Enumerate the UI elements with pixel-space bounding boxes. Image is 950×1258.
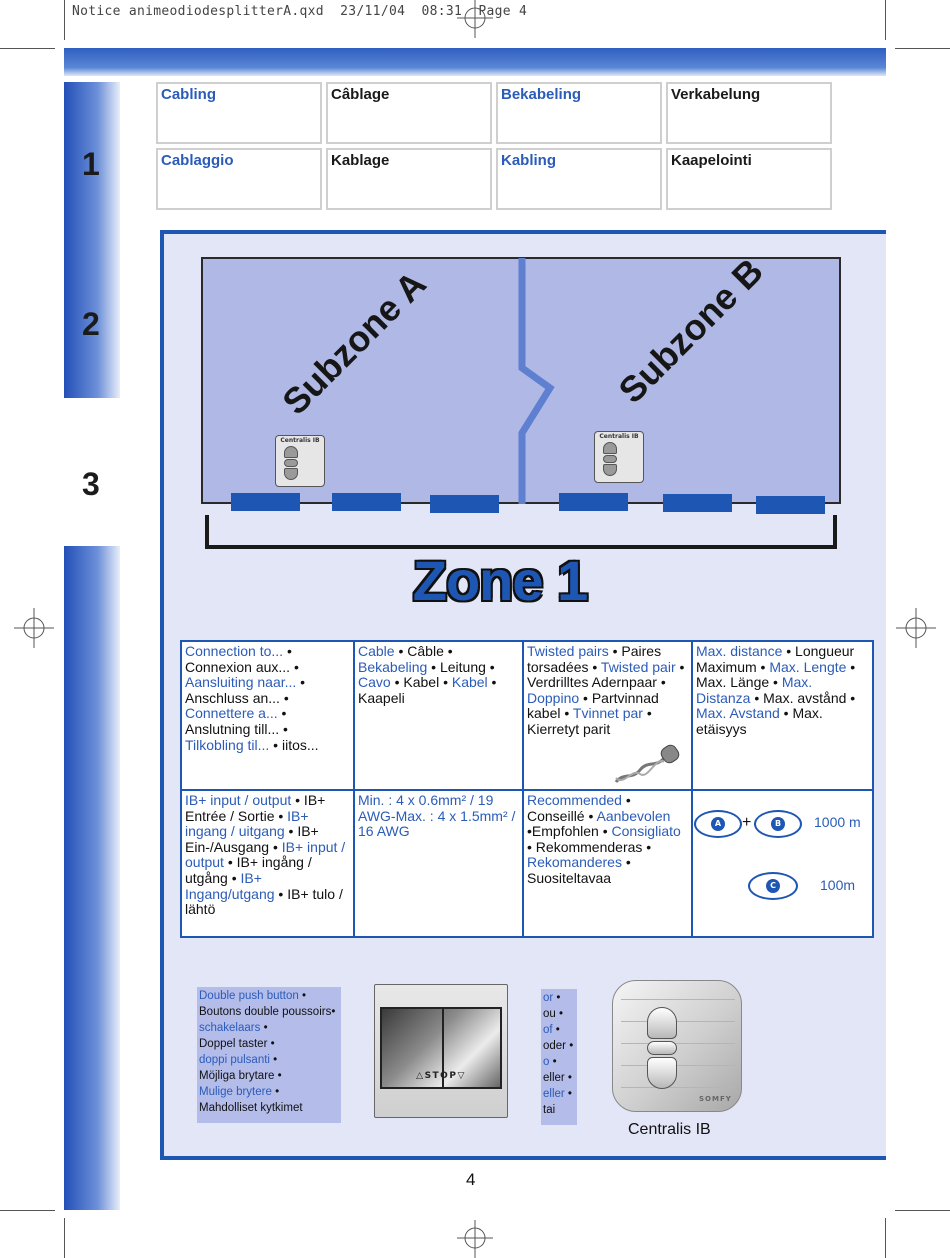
text-run: • Max. Länge • — [696, 658, 856, 691]
list-item-text: Double push button — [199, 990, 299, 1002]
side-tab-bar-lower — [64, 546, 120, 1210]
list-item — [199, 1004, 339, 1020]
list-item-separator: • — [269, 1054, 278, 1066]
centralis-ib-device-b — [594, 431, 644, 483]
text-run: • IB+ Entrée / Sortie • — [185, 792, 326, 824]
cell-recommended — [524, 791, 691, 938]
list-item — [543, 1070, 575, 1086]
text-run: • Kierretyt parit — [527, 705, 652, 737]
text-run: • Max. avstånd • — [750, 689, 856, 706]
list-item-separator: • — [260, 1022, 268, 1034]
text-run: Min. : 4 x 0.6mm² / 19 AWG-Max. : 4 x 1.5mm² / 16 AWG — [358, 792, 516, 840]
subzone-a-label: Subzone A — [274, 262, 434, 423]
header-cell-fr: Câblage — [326, 82, 492, 144]
motorized-blind — [332, 493, 401, 511]
header-cell-fi: Kaapelointi — [666, 148, 832, 210]
list-item-text: Mahdolliset kytkimet — [199, 1102, 303, 1114]
twisted-cable-icon — [610, 742, 682, 786]
crop-mark — [885, 1218, 886, 1258]
list-item-separator: • — [274, 1070, 282, 1082]
list-item-separator: • — [271, 1086, 280, 1098]
text-run: IB+ input / output — [185, 838, 346, 871]
header-cell-de: Verkabelung — [666, 82, 832, 144]
text-run: Max. Lengte — [769, 658, 847, 675]
list-item-text: Doppel taster — [199, 1038, 268, 1050]
text-run: • IB+ ingång / utgång • — [185, 854, 312, 886]
node-b-oval — [754, 810, 802, 838]
list-item — [199, 1068, 339, 1084]
text-run: Tvinnet par — [572, 705, 643, 722]
text-run: Max. Avstand — [696, 705, 780, 722]
list-item-text: eller — [543, 1088, 565, 1100]
list-item — [199, 1020, 339, 1036]
node-c-badge: C — [766, 879, 780, 893]
text-run: • IB+ tulo / lähtö — [185, 885, 343, 918]
text-run: • Anschluss an... • — [185, 674, 306, 706]
text-run: • Connexion aux... • — [185, 643, 299, 675]
list-item — [199, 988, 339, 1004]
device-stripe — [621, 1043, 735, 1044]
down-button-icon — [603, 464, 617, 476]
text-run: • Paires torsadées • — [527, 643, 662, 675]
list-item-separator: • — [552, 1024, 560, 1036]
or-translations — [541, 989, 577, 1125]
list-item-separator: • — [564, 1088, 572, 1100]
crop-mark — [895, 1210, 950, 1211]
text-run: Consigliato — [611, 823, 681, 840]
centralis-ib-device — [612, 980, 742, 1112]
list-item-separator: • — [564, 1072, 572, 1084]
node-b-badge: B — [771, 817, 785, 831]
text-run: Max. distance — [696, 643, 783, 659]
device-stripe — [621, 1065, 735, 1066]
section-tab-3: 3 — [82, 466, 100, 502]
cell-max-distance — [693, 642, 873, 789]
registration-mark-right — [896, 608, 936, 648]
double-push-button-label — [197, 987, 341, 1123]
text-run: • Anslutning till... • — [185, 705, 288, 737]
header-cell-en: Cabling — [156, 82, 322, 144]
cell-cable — [355, 642, 522, 789]
switch-stop-label — [382, 1071, 500, 1081]
subzone-b-label: Subzone B — [610, 250, 771, 411]
list-item-text: Möjliga brytare — [199, 1070, 275, 1082]
list-item-separator: • — [549, 1056, 557, 1068]
header-cell-it: Cablaggio — [156, 148, 322, 210]
text-run: • Kabel • — [390, 674, 452, 691]
registration-mark-left — [14, 608, 54, 648]
down-arrow-icon: ▽ — [457, 1071, 466, 1081]
motorized-blind — [231, 493, 300, 511]
device-stripe — [621, 999, 735, 1000]
list-item — [543, 1022, 575, 1038]
list-item — [543, 1006, 575, 1022]
motorized-blind — [559, 493, 628, 511]
list-item — [543, 1102, 575, 1118]
cell-connection-to — [182, 642, 353, 789]
stop-button-icon — [647, 1041, 677, 1055]
device-label: Centralis IB — [280, 437, 320, 444]
page-number: 4 — [466, 1170, 476, 1189]
text-run: Doppino — [527, 689, 580, 706]
motorized-blind — [663, 494, 732, 512]
text-run: Twisted pair — [600, 658, 676, 675]
down-button-icon — [284, 468, 298, 480]
list-item-text: eller — [543, 1072, 565, 1084]
double-push-switch — [374, 984, 508, 1118]
list-item-text: tai — [543, 1104, 556, 1116]
list-item-separator: • — [553, 992, 561, 1004]
side-tab-bar-upper — [64, 82, 120, 398]
text-run: • IB+ Ein-/Ausgang • — [185, 823, 319, 855]
text-run: • Verdrilltes Adernpaar • — [527, 658, 685, 691]
text-run: Max. Distanza — [696, 674, 813, 706]
text-run: • Kaapeli — [358, 674, 497, 706]
text-run: • Câble • — [394, 643, 453, 659]
list-item-text: Mulige brytere — [199, 1086, 272, 1098]
motorized-blind — [756, 496, 825, 514]
list-item-text: of — [543, 1024, 553, 1036]
list-item — [199, 1100, 339, 1116]
list-item-separator: • — [566, 1040, 574, 1052]
zone-title: Zone 1 — [412, 549, 588, 612]
registration-mark-bottom — [455, 1220, 495, 1258]
top-color-band — [64, 48, 886, 76]
crop-mark — [895, 48, 950, 49]
node-a-badge: A — [711, 817, 725, 831]
up-button-icon — [647, 1007, 677, 1039]
motorized-blind — [430, 495, 499, 513]
list-item — [543, 1086, 575, 1102]
stop-button-icon — [603, 455, 617, 463]
node-a-oval — [694, 810, 742, 838]
list-item — [199, 1036, 339, 1052]
text-run: Connection to... — [185, 643, 284, 659]
text-run: Cable — [358, 643, 395, 659]
text-run: •Empfohlen • — [527, 823, 612, 840]
distance-ab: 1000 m — [814, 814, 861, 830]
text-run: • Leitung • — [427, 658, 495, 675]
header-cell-nl: Bekabeling — [496, 82, 662, 144]
crop-mark — [64, 1218, 65, 1258]
device-label: Centralis IB — [599, 433, 639, 440]
list-item-text: ou — [543, 1008, 556, 1020]
list-item — [543, 1038, 575, 1054]
zone-bracket — [205, 515, 837, 549]
text-run: • Suositeltavaa — [527, 854, 631, 886]
text-run: IB+ ingang / uitgang — [185, 807, 309, 840]
section-tab-2: 2 — [82, 306, 100, 342]
crop-mark — [64, 0, 65, 40]
up-button-icon — [603, 442, 617, 454]
header-cell-no: Kabling — [496, 148, 662, 210]
cell-wire-gauge — [355, 791, 522, 938]
device-stripe — [621, 1021, 735, 1022]
subzone-divider-wall — [508, 258, 568, 504]
centralis-caption: Centralis IB — [628, 1121, 711, 1138]
text-run: Rekomanderes — [527, 854, 622, 871]
list-item — [543, 1054, 575, 1070]
list-item-separator: • — [331, 1006, 336, 1018]
header-cell-sv: Kablage — [326, 148, 492, 210]
registration-mark-top — [455, 0, 495, 40]
crop-mark — [0, 1210, 55, 1211]
text-run: • Conseillé • — [527, 792, 631, 824]
up-arrow-icon: △ — [416, 1071, 425, 1081]
device-stripe — [621, 1087, 735, 1088]
stop-button-icon — [284, 459, 298, 467]
down-button-icon — [647, 1057, 677, 1089]
crop-mark — [885, 0, 886, 40]
plus-sign: + — [742, 814, 752, 831]
text-run: Connettere a... — [185, 705, 278, 722]
list-item — [199, 1052, 339, 1068]
text-run: Kabel — [451, 674, 488, 691]
text-run: Cavo — [358, 674, 391, 691]
text-run: Bekabeling — [358, 658, 428, 675]
switch-rockers — [380, 1007, 502, 1089]
crop-mark — [0, 48, 55, 49]
up-button-icon — [284, 446, 298, 458]
text-run: • Rekommenderas • — [527, 838, 652, 855]
text-run: • Max. etäisyys — [696, 705, 823, 737]
text-run: Tilkobling til... — [185, 736, 270, 753]
text-run: • Longueur Maximum • — [696, 643, 855, 675]
text-run: IB+ input / output — [185, 792, 292, 808]
text-run: Recommended — [527, 792, 622, 808]
list-item — [199, 1084, 339, 1100]
list-item-text: oder — [543, 1040, 567, 1052]
list-item-separator: • — [555, 1008, 564, 1020]
centralis-ib-device-a — [275, 435, 325, 487]
list-item-text: schakelaars — [199, 1022, 261, 1034]
section-tab-1: 1 — [82, 146, 100, 182]
list-item-text: o — [543, 1056, 550, 1068]
list-item-text: or — [543, 992, 554, 1004]
distance-c: 100m — [820, 877, 856, 893]
brand-logo: SOMFY — [699, 1095, 732, 1103]
print-header: Notice animeodiodesplitterA.qxd 23/11/04 08:31 Page 4 — [72, 4, 528, 19]
text-run: • Partvinnad kabel • — [527, 689, 659, 722]
list-item-separator: • — [298, 990, 306, 1002]
text-run: Aansluiting naar... — [185, 674, 297, 691]
text-run: • iitos... — [269, 736, 319, 753]
list-item-text: doppi pulsanti — [199, 1054, 270, 1066]
wiring-specs-table — [180, 640, 874, 938]
text-run: Twisted pairs — [527, 643, 609, 659]
cell-ib-input-output — [182, 791, 353, 938]
node-c-oval — [748, 872, 798, 900]
text-run: IB+ Ingang/utgang — [185, 869, 275, 902]
stop-text: STOP — [424, 1071, 458, 1081]
list-item-separator: • — [267, 1038, 275, 1050]
list-item-text: Boutons double poussoirs — [199, 1006, 332, 1018]
list-item — [543, 990, 575, 1006]
text-run: Aanbevolen — [596, 807, 671, 824]
